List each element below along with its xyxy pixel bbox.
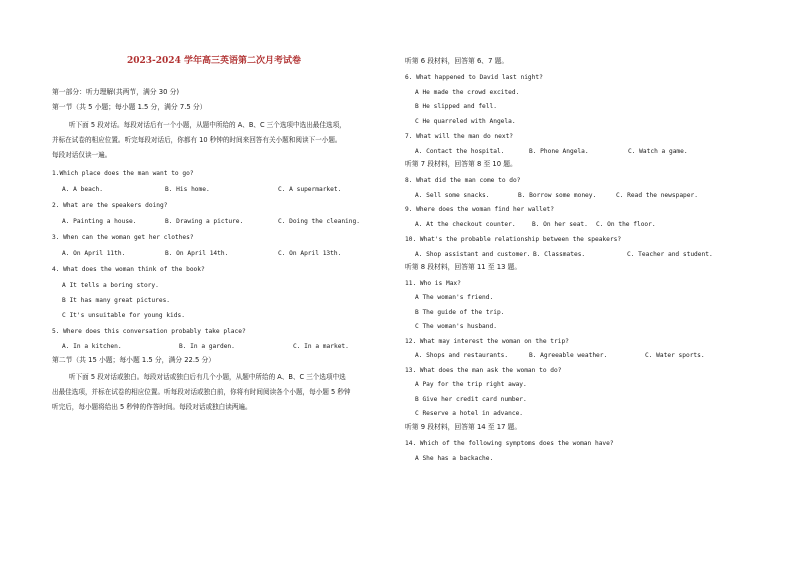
instruction-line: 听完后，每小题将给出 5 秒钟的作答时间。每段对话或独白读两遍。 [52, 403, 252, 411]
option-c: C. Teacher and student. [627, 251, 713, 258]
question-1: 1.Which place does the man want to go? [52, 170, 194, 177]
option-c: C. Watch a game. [628, 148, 688, 155]
question-5: 5. Where does this conversation probably take place? [52, 328, 246, 335]
option-a: A. Sell some snacks. [415, 192, 490, 199]
part-heading: 第一部分：听力理解(共两节，满分 30 分) [52, 88, 180, 96]
question-14: 14. Which of the following symptoms does the woman have? [405, 440, 614, 447]
option-a: A It tells a boring story. [62, 282, 159, 289]
option-a: A The woman's friend. [415, 294, 494, 301]
option-a: A She has a backache. [415, 455, 494, 462]
section-heading: 第二节（共 15 小题；每小题 1.5 分，满分 22.5 分） [52, 356, 216, 364]
segment-heading: 听第 6 段材料，回答第 6、7 题。 [405, 57, 509, 65]
option-a: A. At the checkout counter. [415, 221, 516, 228]
option-b: B. His home. [165, 186, 210, 193]
question-11: 11. Who is Max? [405, 280, 461, 287]
option-a: A Pay for the trip right away. [415, 381, 527, 388]
option-c: C He quarreled with Angela. [415, 118, 516, 125]
option-b: B. Phone Angela. [529, 148, 589, 155]
option-c: C The woman's husband. [415, 323, 497, 330]
question-7: 7. What will the man do next? [405, 133, 514, 140]
option-b: B. Agreeable weather. [529, 352, 608, 359]
option-a: A He made the crowd excited. [415, 89, 520, 96]
instruction-line: 听下面 5 段对话。每段对话后有一个小题，从题中所给的 A、B、C 三个选项中选出最佳选项， [69, 121, 346, 129]
option-a: A. Shops and restaurants. [415, 352, 509, 359]
question-13: 13. What does the man ask the woman to do? [405, 367, 562, 374]
segment-heading: 听第 9 段材料，回答第 14 至 17 题。 [405, 423, 522, 431]
option-a: A. Painting a house. [62, 218, 137, 225]
option-b: B The guide of the trip. [415, 309, 505, 316]
question-8: 8. What did the man come to do? [405, 177, 521, 184]
option-b: B. On April 14th. [165, 250, 229, 257]
segment-heading: 听第 8 段材料，回答第 11 至 13 题。 [405, 263, 522, 271]
question-2: 2. What are the speakers doing? [52, 202, 168, 209]
option-b: B. On her seat. [532, 221, 588, 228]
instruction-line: 出最佳选项，并标在试卷的相应位置。听每段对话或独白前，你将有时间阅读各个小题，每小题 5 秒钟 [52, 388, 351, 396]
option-a: A. A beach. [62, 186, 103, 193]
option-c: C. Water sports. [645, 352, 705, 359]
section-heading: 第一节（共 5 小题；每小题 1.5 分，满分 7.5 分） [52, 103, 207, 111]
option-c: C It's unsuitable for young kids. [62, 312, 185, 319]
option-c: C. A supermarket. [278, 186, 342, 193]
question-12: 12. What may interest the woman on the trip? [405, 338, 569, 345]
question-10: 10. What's the probable relationship between the speakers? [405, 236, 622, 243]
question-6: 6. What happened to David last night? [405, 74, 543, 81]
option-a: A. Shop assistant and customer. [415, 251, 531, 258]
question-3: 3. When can the woman get her clothes? [52, 234, 194, 241]
option-c: C. In a market. [293, 343, 349, 350]
question-9: 9. Where does the woman find her wallet? [405, 206, 555, 213]
option-a: A. Contact the hospital. [415, 148, 505, 155]
question-4: 4. What does the woman think of the book? [52, 266, 205, 273]
option-b: B. Classmates. [533, 251, 586, 258]
option-b: B. Borrow some money. [518, 192, 597, 199]
option-b: B. Drawing a picture. [165, 218, 244, 225]
option-c: C. Read the newspaper. [616, 192, 698, 199]
option-a: A. In a kitchen. [62, 343, 122, 350]
option-b: B It has many great pictures. [62, 297, 171, 304]
option-c: C. On the floor. [596, 221, 656, 228]
option-a: A. On April 11th. [62, 250, 126, 257]
instruction-line: 并标在试卷的相应位置。听完每段对话后，你都有 10 秒钟的时间来回答有关小题和阅读下一小题。 [52, 136, 342, 144]
option-c: C. On April 13th. [278, 250, 342, 257]
instruction-line: 每段对话仅读一遍。 [52, 151, 112, 159]
option-c: C. Doing the cleaning. [278, 218, 360, 225]
option-c: C Reserve a hotel in advance. [415, 410, 524, 417]
instruction-line: 听下面 5 段对话或独白。每段对话或独白后有几个小题，从题中所给的 A、B、C 三个选项中选 [69, 373, 346, 381]
segment-heading: 听第 7 段材料，回答第 8 至 10 题。 [405, 160, 517, 168]
option-b: B He slipped and fell. [415, 103, 497, 110]
option-b: B. In a garden. [179, 343, 235, 350]
exam-title: 2023-2024 学年高三英语第二次月考试卷 [127, 56, 301, 66]
option-b: B Give her credit card number. [415, 396, 527, 403]
